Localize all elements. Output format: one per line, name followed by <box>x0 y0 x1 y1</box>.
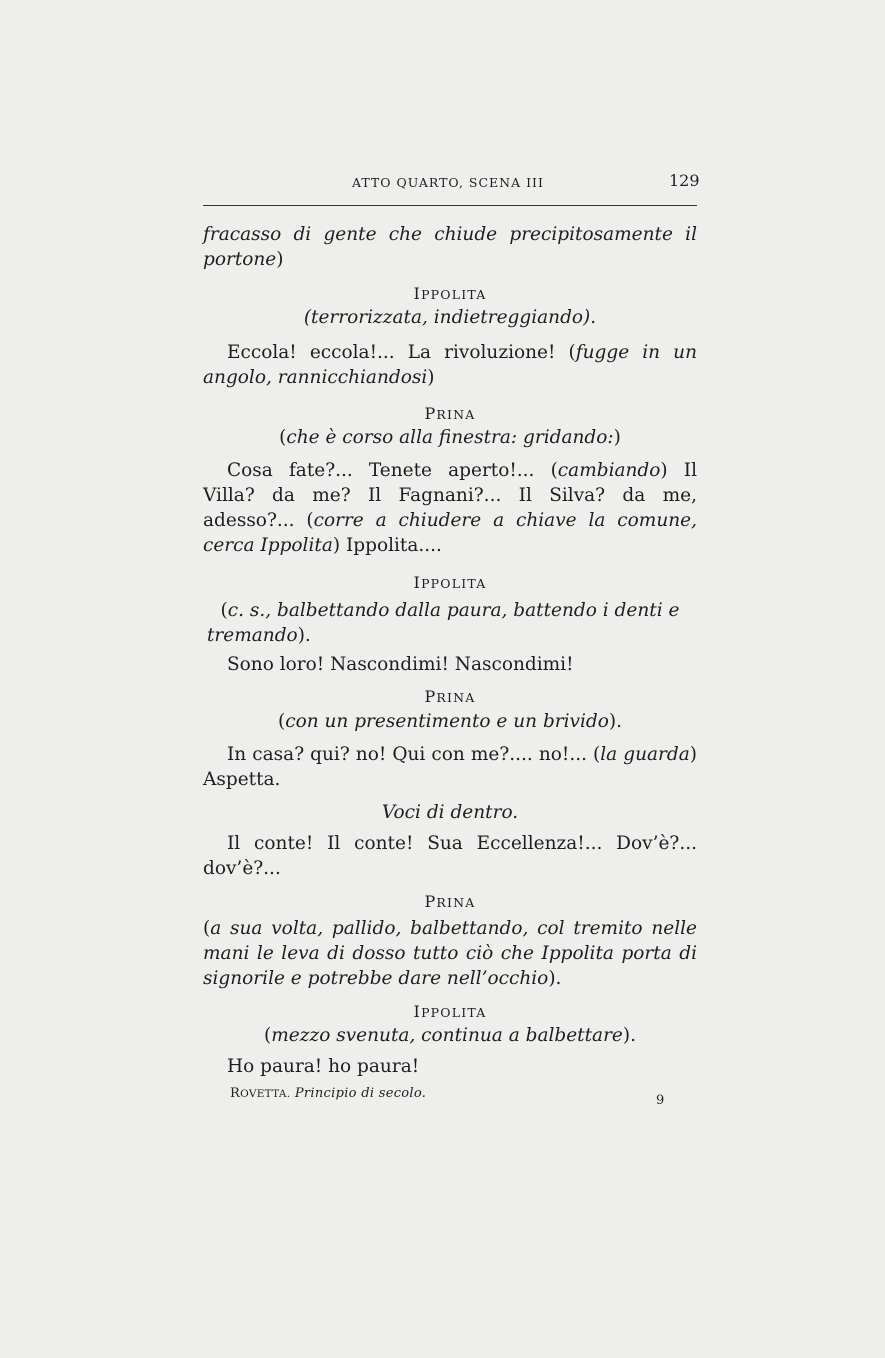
dialogue-ippolita: Eccola! eccola!... La rivoluzione! (fugge in un angolo, rannicchiandosi) <box>203 342 697 388</box>
signature-mark: 9 <box>656 1093 665 1108</box>
dialogue-ippolita: Ho paura! ho paura! <box>227 1056 420 1077</box>
stage-direction: (c. s., balbettando dalla paura, battendo i denti e tremando). <box>207 600 680 646</box>
stage-direction-continued <box>203 222 697 272</box>
stage-direction: (a sua volta, pallido, balbettando, col tremito nelle mani le leva di dosso tutto ciò che Ippolita porta di signorile e potrebbe dare nell’occhio). <box>203 918 697 989</box>
page-number: 129 <box>669 171 700 190</box>
stage-direction-text: fracasso di gente che chiude precipitosamente il portone <box>203 224 697 270</box>
header-rule <box>203 205 697 206</box>
speaker-ippolita: IPPOLITA <box>413 573 487 592</box>
closing-paren: ) <box>276 249 284 270</box>
dialogue-ippolita: Sono loro! Nascondimi! Nascondimi! <box>227 654 574 675</box>
voices-heading: Voci di dentro. <box>381 802 519 823</box>
footer-signature-line: ROVETTA. Principio di secolo. <box>230 1086 427 1101</box>
speaker-ippolita: IPPOLITA <box>413 1002 487 1021</box>
stage-direction: (che è corso alla finestra: gridando:) <box>279 427 621 448</box>
dialogue-prina: Cosa fate?... Tenete aperto!... (cambiando) Il Villa? da me? Il Fagnani?... Il Silva? da me, adesso?... (corre a chiudere a chiave la comune, cerca Ippolita) Ippolita.... <box>203 460 698 556</box>
stage-direction: (con un presentimento e un brivido). <box>277 711 623 732</box>
speaker-prina: PRINA <box>424 404 476 423</box>
dialogue-prina: In casa? qui? no! Qui con me?.... no!... (la guarda) Aspetta. <box>203 744 697 790</box>
dialogue-voices: Il conte! Il conte! Sua Eccellenza!... Dov’è?... dov’è?... <box>203 833 697 879</box>
stage-direction: (terrorizzata, indietreggiando). <box>303 307 597 328</box>
speaker-prina: PRINA <box>424 892 476 911</box>
speaker-prina: PRINA <box>424 687 476 706</box>
speaker-ippolita: IPPOLITA <box>413 284 487 303</box>
stage-direction: (mezzo svenuta, continua a balbettare). <box>264 1025 636 1046</box>
running-header: ATTO QUARTO, SCENA III <box>352 175 544 190</box>
